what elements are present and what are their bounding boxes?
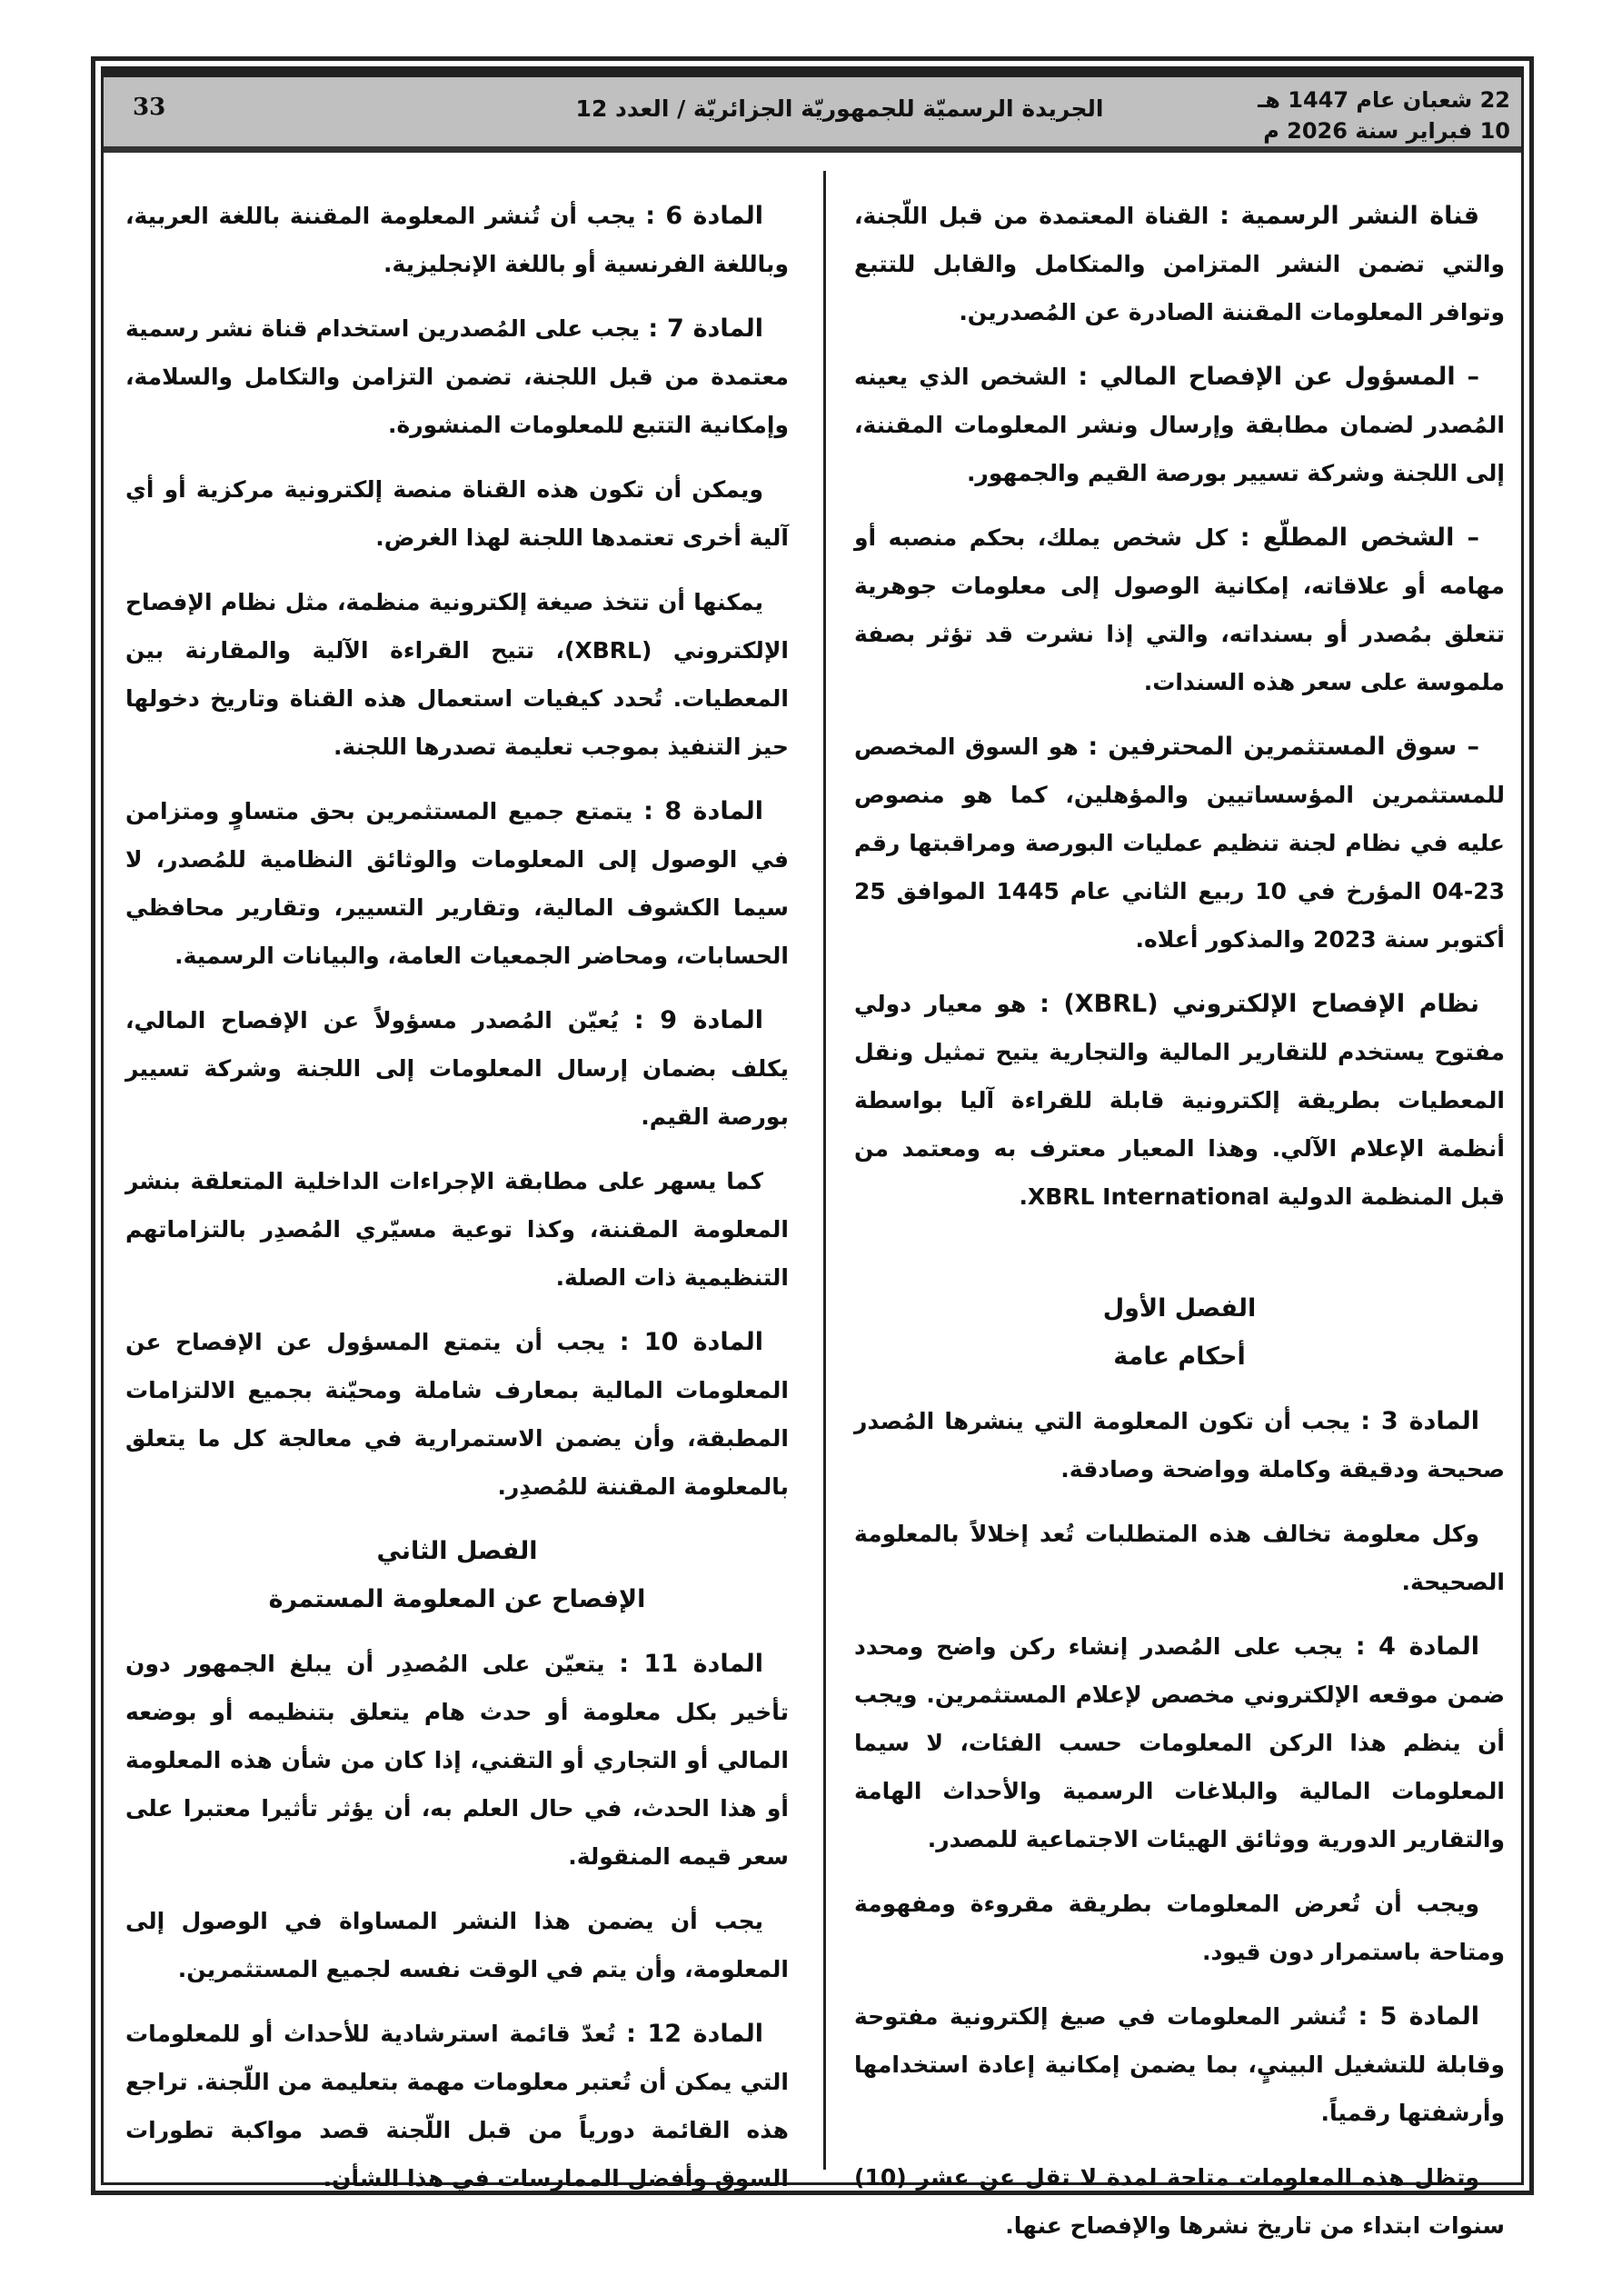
paragraph-text: القناة المعتمدة من قبل اللّجنة، والتي تضمن النشر المتزامن والمتكامل والقابل للتتبع وتوافر المعلومات المقننة الصادرة عن المُصدرين.: [854, 203, 1505, 325]
paragraph-text: يجب على المُصدر إنشاء ركن واضح ومحدد ضمن موقعه الإلكتروني مخصص لإعلام المستثمرين. ويجب أن ينظم هذا الركن المعلومات حسب الفئات، لا سيما المعلومات المالية والبلاغات الرسمية والأحداث الهامة والتقارير الدورية ووثائق الهيئات الاجتماعية للمصدر.: [854, 1633, 1505, 1852]
date-hijri: 22 شعبان عام 1447 هـ: [1258, 87, 1510, 113]
paragraph-lead-term: المادة 5 :: [1358, 2002, 1479, 2031]
left-column: [125, 192, 789, 2219]
page-frame: [91, 56, 1534, 2239]
paragraph-text: يجب أن يضمن هذا النشر المساواة في الوصول إلى المعلومة، وأن يتم في الوقت نفسه لجميع المستثمرين.: [125, 1908, 789, 1982]
running-header: [104, 69, 1521, 153]
paragraph-text: يتمتع جميع المستثمرين بحق متساوٍ ومتزامن في الوصول إلى المعلومات والوثائق النظامية للمُصدر، لا سيما الكشوف المالية، وتقارير التسيير، وتقارير محافظي الحسابات، ومحاضر الجمعيات العامة، والبيانات الرسمية.: [125, 798, 789, 969]
paragraph: [854, 353, 1505, 497]
paragraph: [125, 192, 789, 288]
section-heading: الفصل الأول: [1102, 1294, 1257, 1323]
paragraph-text: يجب أن يتمتع المسؤول عن الإفصاح عن المعلومات المالية بمعارف شاملة ومحيّنة بجميع الالتزامات المطبقة، وأن يضمن الاستمرارية في معالجة كل ما يتعلق بالمعلومة المقننة للمُصدِر.: [125, 1329, 789, 1500]
paragraph-lead-term: المادة 3 :: [1360, 1407, 1480, 1435]
paragraph-text: ويمكن أن تكون هذه القناة منصة إلكترونية مركزية أو أي آلية أخرى تعتمدها اللجنة لهذا الغرض.: [125, 476, 789, 551]
paragraph-lead-term: قناة النشر الرسمية :: [1219, 202, 1480, 230]
paragraph-lead-term: المادة 10 :: [619, 1328, 764, 1356]
paragraph-text: الشخص الذي يعينه المُصدر لضمان مطابقة وإرسال ونشر المعلومات المقننة، إلى اللجنة وشركة تسيير بورصة القيم والجمهور.: [854, 364, 1505, 486]
paragraph: [854, 1622, 1505, 1863]
paragraph-lead-term: المادة 12 :: [626, 2020, 764, 2048]
paragraph-lead-term: نظام الإفصاح الإلكتروني (XBRL) :: [1040, 990, 1479, 1018]
paragraph-text: يمكنها أن تتخذ صيغة إلكترونية منظمة، مثل نظام الإفصاح الإلكتروني (XBRL)، تتيح القراءة الآلية والمقارنة بين المعطيات. تُحدد كيفيات استعمال هذه القناة وتاريخ دخولها حيز التنفيذ بموجب تعليمة تصدرها اللجنة.: [125, 589, 789, 760]
paragraph-lead-term: المادة 9 :: [633, 1006, 763, 1034]
paragraph: [125, 465, 789, 562]
paragraph: [125, 996, 789, 1141]
paragraph-text: كل شخص يملك، بحكم منصبه أو مهامه أو علاقاته، إمكانية الوصول إلى معلومات جوهرية تتعلق بمُصدر أو بسنداته، والتي إذا نشرت قد تؤثر بصفة ملموسة على سعر هذه السندات.: [854, 524, 1505, 695]
paragraph-lead-term: المادة 7 :: [648, 314, 764, 343]
paragraph-text: تُعدّ قائمة استرشادية للأحداث أو للمعلومات التي يمكن أن تُعتبر معلومات مهمة بتعليمة من اللّجنة. تراجع هذه القائمة دورياً من قبل اللّجنة قصد مواكبة تطورات السوق وأفضل الممارسات في هذا الشأن.: [125, 2021, 789, 2191]
paragraph: [125, 578, 789, 771]
paragraph-text: يجب أن تكون المعلومة التي ينشرها المُصدر صحيحة ودقيقة وكاملة وواضحة وصادقة.: [854, 1408, 1505, 1482]
paragraph: [125, 1318, 789, 1511]
paragraph-text: هو معيار دولي مفتوح يستخدم للتقارير المالية والتجارية يتيح تمثيل ونقل المعطيات بطريقة إلكترونية قابلة للقراءة آليا بواسطة أنظمة الإعلام الآلي. وهذا المعيار معترف به ومعتمد من قبل المنظمة الدولية XBRL International.: [854, 991, 1505, 1210]
section-heading: الإفصاح عن المعلومة المستمرة: [268, 1585, 646, 1613]
paragraph-text: وكل معلومة تخالف هذه المتطلبات تُعد إخلالاً بالمعلومة الصحيحة.: [854, 1521, 1505, 1595]
section-heading: أحكام عامة: [1113, 1343, 1246, 1371]
paragraph-lead-term: المادة 6 :: [645, 202, 763, 230]
paragraph: [854, 723, 1505, 963]
journal-title: الجريدة الرسميّة للجمهوريّة الجزائريّة / العدد 12: [575, 95, 1104, 122]
paragraph-text: يُعيّن المُصدر مسؤولاً عن الإفصاح المالي، يكلف بضمان إرسال المعلومات إلى اللجنة وشركة تسيير بورصة القيم.: [125, 1007, 789, 1130]
paragraph: [854, 1880, 1505, 1976]
paragraph: [125, 787, 789, 980]
paragraph: [854, 2153, 1505, 2250]
paragraph-lead-term: المادة 11 :: [619, 1650, 764, 1678]
paragraph: [854, 1992, 1505, 2137]
paragraph: [854, 514, 1505, 706]
paragraph-text: يجب على المُصدرين استخدام قناة نشر رسمية معتمدة من قبل اللجنة، تضمن التزامن والتكامل والسلامة، وإمكانية التتبع للمعلومات المنشورة.: [125, 315, 789, 438]
paragraph-text: وتظل هذه المعلومات متاحة لمدة لا تقل عن عشر (10) سنوات ابتداء من تاريخ نشرها والإفصاح عنها.: [854, 2164, 1505, 2239]
column-divider: [823, 171, 826, 2170]
paragraph-text: يجب أن تُنشر المعلومة المقننة باللغة العربية، وباللغة الفرنسية أو باللغة الإنجليزية.: [125, 203, 789, 277]
paragraph-lead-term: – سوق المستثمرين المحترفين :: [1088, 733, 1479, 761]
paragraph: [854, 980, 1505, 1221]
right-column: [854, 192, 1505, 2266]
paragraph: [125, 304, 789, 449]
page-number: 33: [133, 94, 166, 121]
section-heading: الفصل الثاني: [376, 1537, 538, 1565]
paragraph-text: يتعيّن على المُصدِر أن يبلغ الجمهور دون تأخير بكل معلومة أو حدث هام يتعلق بتنظيمه أو بوضعه المالي أو التجاري أو التقني، إذا كان من شأن هذه المعلومة أو هذا الحدث، في حال العلم به، أن يؤثر تأثيرا معتبرا على سعر قيمه المنقولة.: [125, 1651, 789, 1870]
paragraph-lead-term: المادة 4 :: [1355, 1632, 1480, 1661]
date-gregorian: 10 فبراير سنة 2026 م: [1263, 118, 1510, 144]
page-frame-inner: [101, 66, 1524, 2239]
paragraph: [125, 1640, 789, 1881]
paragraph: [854, 1397, 1505, 1493]
paragraph-lead-term: المادة 8 :: [643, 797, 763, 825]
paragraph-lead-term: – الشخص المطلّع :: [1239, 524, 1479, 552]
paragraph-text: كما يسهر على مطابقة الإجراءات الداخلية المتعلقة بنشر المعلومة المقننة، وكذا توعية مسيّري المُصدِر بالتزاماتهم التنظيمية ذات الصلة.: [125, 1168, 789, 1291]
paragraph-text: هو السوق المخصص للمستثمرين المؤسساتيين والمؤهلين، كما هو منصوص عليه في نظام لجنة تنظيم عمليات البورصة ومراقبتها رقم 23-04 المؤرخ في 10 ربيع الثاني عام 1445 الموافق 25 أكتوبر سنة 2023 والمذكور أعلاه.: [854, 734, 1505, 953]
paragraph: [125, 1897, 789, 1993]
paragraph: [125, 1157, 789, 1302]
paragraph-lead-term: – المسؤول عن الإفصاح المالي :: [1078, 363, 1479, 391]
paragraph: [125, 2010, 789, 2202]
paragraph-text: ويجب أن تُعرض المعلومات بطريقة مقروءة ومفهومة ومتاحة باستمرار دون قيود.: [854, 1891, 1505, 1965]
paragraph: [854, 192, 1505, 336]
paragraph: [854, 1510, 1505, 1606]
paragraph-text: تُنشر المعلومات في صيغ إلكترونية مفتوحة وقابلة للتشغيل البينيٍ، بما يضمن إمكانية إعادة استخدامها وأرشفتها رقمياً.: [854, 2003, 1505, 2126]
issue-dates: [1258, 85, 1510, 146]
